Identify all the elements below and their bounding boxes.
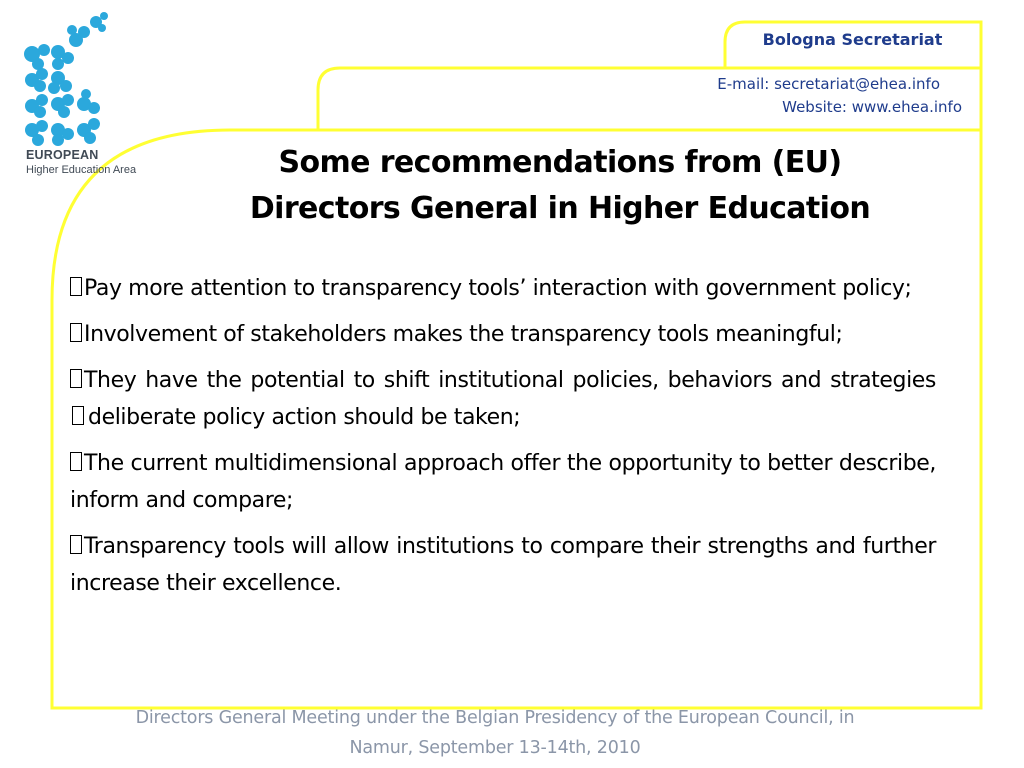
slide-title: [160, 140, 960, 232]
bullet-item: [70, 270, 936, 307]
puzzle-piece-icon: [51, 94, 74, 118]
bullet-item: [70, 316, 936, 353]
puzzle-piece-icon: [48, 71, 72, 94]
arrow-box-icon: [72, 406, 84, 425]
secretariat-title: Bologna Secretariat: [762, 30, 943, 49]
bullet-box-icon: [70, 452, 82, 471]
bullet-box-icon: [70, 277, 82, 296]
email-link[interactable]: E-mail: secretariat@ehea.info: [717, 75, 940, 93]
bullet-box-icon: [70, 535, 82, 554]
slide-title-line-2: Directors General in Higher Education: [249, 191, 871, 226]
puzzle-piece-icon: [51, 123, 74, 146]
logo-text-european: EUROPEAN: [26, 148, 99, 162]
contact-block: [717, 73, 962, 119]
slide-title-line-1: Some recommendations from (EU): [278, 145, 842, 180]
puzzle-piece-icon: [77, 118, 100, 144]
bullet-text: Involvement of stakeholders makes the transparency tools meaningful;: [84, 322, 843, 347]
logo-text-hea: Higher Education Area: [26, 164, 137, 176]
puzzle-piece-icon: [51, 45, 74, 70]
puzzle-piece-icon: [90, 12, 108, 32]
bullet-box-icon: [70, 323, 82, 342]
bullet-item: [70, 445, 936, 519]
bullet-item: [70, 528, 936, 602]
bullet-item: [70, 362, 936, 436]
bullet-text: The current multidimensional approach offer the opportunity to better describe, inform and compare;: [70, 451, 936, 513]
bullet-text: Pay more attention to transparency tools’ interaction with government policy;: [84, 276, 912, 301]
footer-line-2: Namur, September 13-14th, 2010: [349, 738, 641, 758]
bullet-text: They have the potential to shift institutional policies, behaviors and strategies: [84, 368, 936, 393]
bullet-box-icon: [70, 369, 82, 388]
puzzle-piece-icon: [25, 120, 48, 146]
footer-line-1: Directors General Meeting under the Belgian Presidency of the European Council, in: [135, 708, 855, 728]
bullet-text-continued: deliberate policy action should be taken;: [88, 405, 521, 430]
puzzle-piece-icon: [24, 44, 50, 70]
bullet-text: Transparency tools will allow institutions to compare their strengths and further increase their excellence.: [70, 534, 936, 596]
slide-footer: [40, 703, 950, 763]
bullet-list: [70, 270, 936, 611]
website-link[interactable]: Website: www.ehea.info: [782, 98, 962, 116]
puzzle-piece-icon: [67, 25, 90, 47]
puzzle-piece-icon: [25, 68, 48, 92]
puzzle-piece-icon: [77, 89, 100, 114]
puzzle-piece-icon: [25, 94, 48, 118]
